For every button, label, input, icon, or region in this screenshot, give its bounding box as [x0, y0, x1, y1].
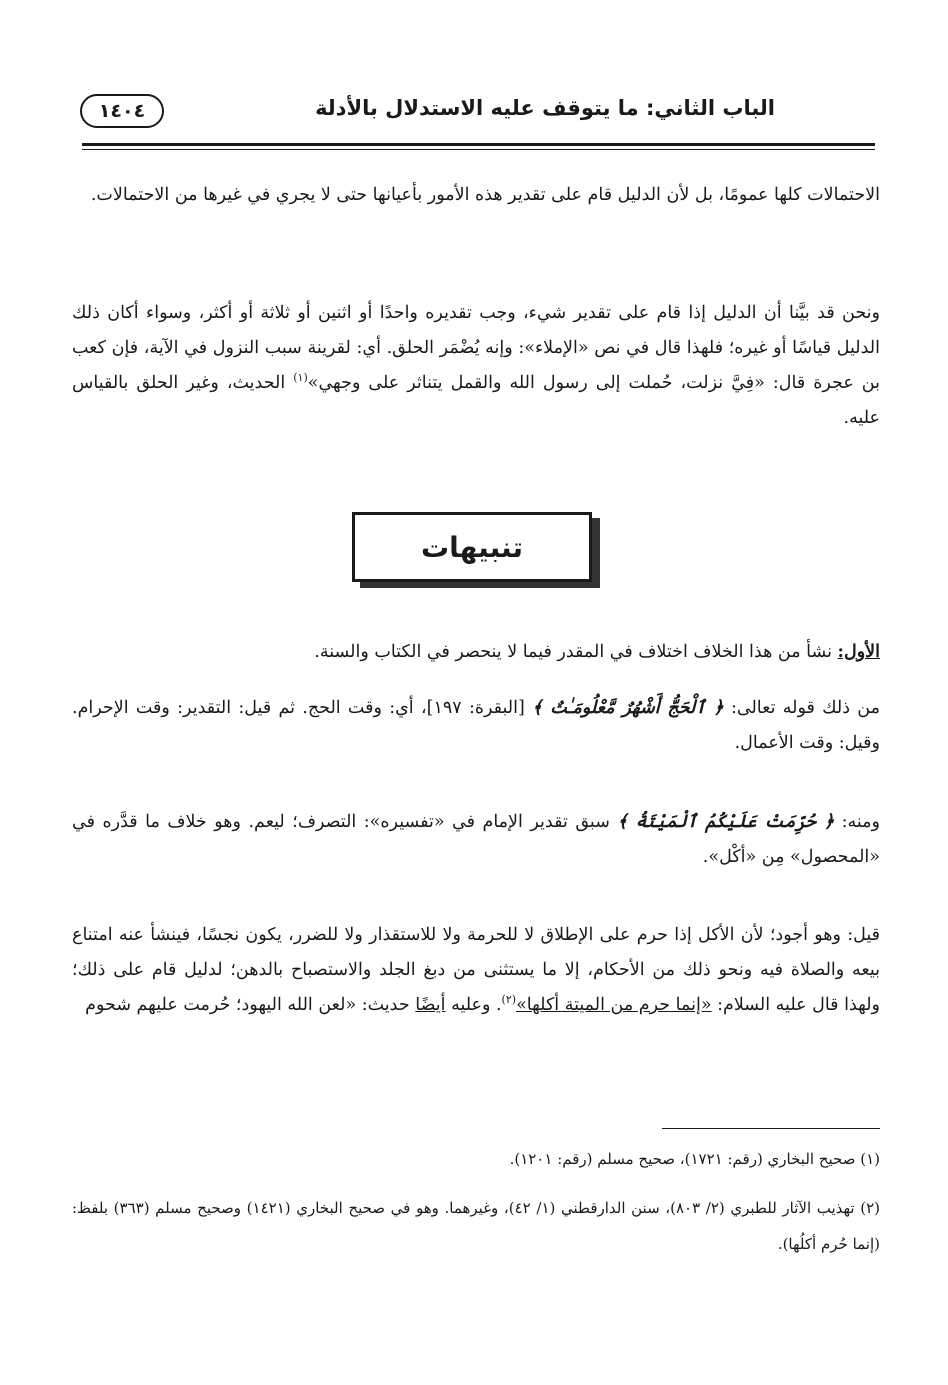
footnote-2: (٢) تهذيب الآثار للطبري (٢/ ٨٠٣)، سنن الدارقطني (١/ ٤٢)، وغيرهما. وهو في صحيح البخاري (١٤٢١) وصحيح مسلم (٣٦٣) بلفظ: (إنما حُرم أكلُها).: [72, 1199, 881, 1253]
page-header: [80, 90, 875, 140]
paragraph-2: ونحن قد بيَّنا أن الدليل إذا قام على تقدير شيء، وجب تقديره واحدًا أو اثنين أو ثلاثة أو أكثر، وسواء أكان ذلك الدليل قياسًا أو غيره؛ فلهذا قال في نص «الإملاء»: وإنه يُضْمَر الحلق. أي: لقرينة سبب النزول في الآية، فإن كعب بن عجرة قال: «فِيَّ نزلت، حُملت إلى رسول الله والقمل يتناثر على وجهي»$^{(١)}$ الحديث، وغير الحلق بالقياس عليه.: [72, 303, 880, 428]
point-label-first: الأول:: [837, 642, 880, 662]
paragraph-4: من ذلك قوله تعالى: ﴿ ٱلْحَجُّ أَشْهُرٌ مَّعْلُومَـٰتٌ ﴾ [البقرة: ١٩٧]، أي: وقت الحج. ثم قيل: التقدير: وقت الإحرام. وقيل: وقت الأعمال.: [72, 698, 881, 753]
paragraph-1: الاحتمالات كلها عمومًا، بل لأن الدليل قام على تقدير هذه الأمور بأعيانها حتى لا يجري في غيرها من الاحتمالات.: [90, 185, 880, 205]
paragraph-6: قيل: وهو أجود؛ لأن الأكل إذا حرم على الإطلاق لا للحرمة ولا للاستقذار ولا للضرر، يكون نجسًا، فينشأ عنه امتناع بيعه والصلاة فيه ونحو ذلك من الأحكام، إلا ما يستثنى من دبغ الجلد والاستصباح بالدهن؛ لدليل قام على ذلك؛ ولهذا قال عليه السلام: «إنما حرم من الميتة أكلها»$^{(٢)}$. وعليه أيضًا حديث: «لعن الله اليهود؛ حُرمت عليهم شحوم: [72, 925, 880, 1015]
quran-verse-maytah: ﴿ حُرِّمَتْ عَلَيْكُمُ ٱلْمَيْتَةُ ﴾: [617, 812, 835, 832]
footnote-separator: [662, 1128, 880, 1129]
paragraph-3: الأول: نشأ من هذا الخلاف اختلاف في المقدر فيما لا ينحصر في الكتاب والسنة.: [314, 642, 880, 662]
footnote-ref-1[interactable]: (١): [293, 371, 308, 385]
section-title: تنبيهات: [352, 512, 592, 582]
footnote-1: (١) صحيح البخاري (رقم: ١٧٢١)، صحيح مسلم (رقم: ١٢٠١).: [509, 1150, 880, 1168]
verse-reference: [البقرة: ١٩٧]: [426, 698, 533, 718]
header-rule-thick: [82, 143, 875, 146]
page-number-badge: ١٤٠٤: [80, 94, 164, 128]
quran-verse-hajj: ﴿ ٱلْحَجُّ أَشْهُرٌ مَّعْلُومَـٰتٌ ﴾: [532, 698, 724, 718]
paragraph-5: ومنه: ﴿ حُرِّمَتْ عَلَيْكُمُ ٱلْمَيْتَةُ ﴾ سبق تقدير الإمام في «تفسيره»: التصرف؛ ليعم. وهو خلاف ما قدَّره في «المحصول» مِن «أكْل».: [72, 812, 880, 867]
header-rule-thin: [82, 149, 875, 150]
running-title: الباب الثاني: ما يتوقف عليه الاستدلال بالأدلة: [315, 96, 775, 120]
hadith-quote: «إنما حرم من الميتة أكلها»: [516, 995, 712, 1015]
footnote-ref-2[interactable]: (٢): [501, 993, 517, 1007]
section-title-box: [352, 512, 600, 588]
